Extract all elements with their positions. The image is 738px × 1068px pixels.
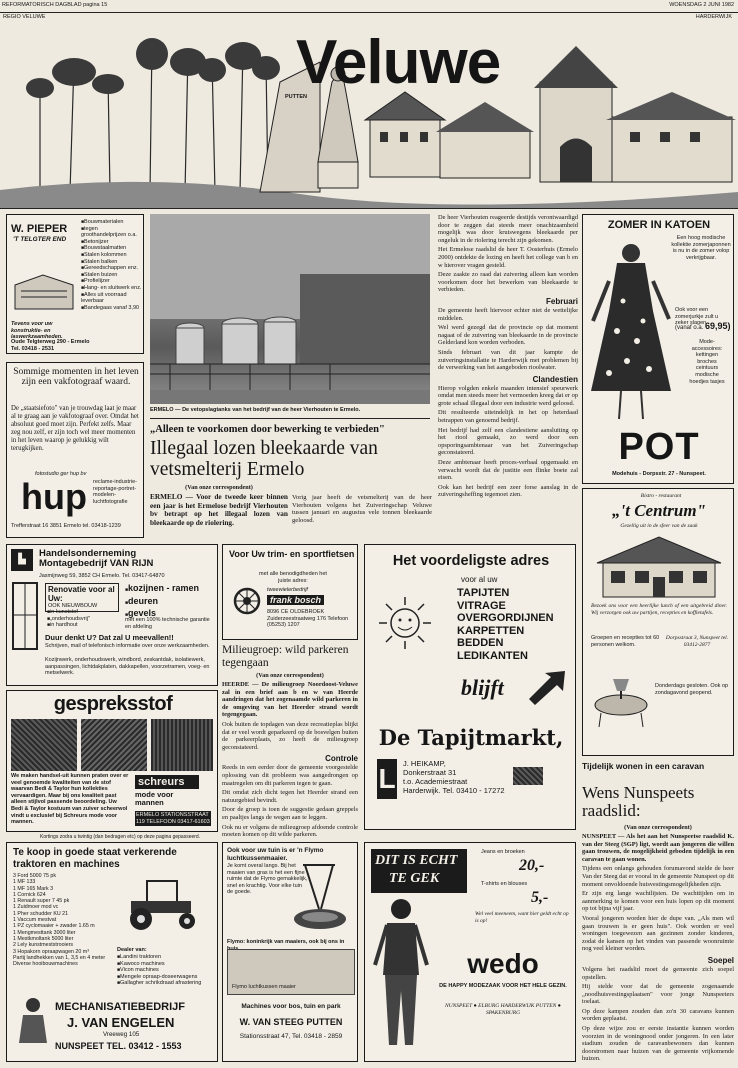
pieper-tagline: Tevens voor uw konstruktie- en laswerkzaamheden.: [11, 321, 63, 341]
hup-studio: fotostudio ger hup bv: [35, 471, 87, 477]
vanengelen-dealers: [117, 954, 217, 987]
pot-brand: POT: [618, 426, 700, 468]
frankbosch-address: 8096 CE OLDEBROEK Zuiderzeestraatweg 176 Telefoon (05253) 1207: [267, 609, 349, 629]
schreurs-title: gespreksstof: [53, 693, 173, 715]
tijdelijk-p7: Op deze kampen zouden dan zo'n 30 caravans kunnen worden geplaatst.: [582, 1007, 734, 1023]
pieper-item: ■ tegen groothandelprijzen o.a.: [81, 226, 143, 239]
centrum-name: „'t Centrum": [612, 501, 706, 520]
pieper-item: ■ Stalen buizen: [81, 272, 143, 279]
issue-date: WOENSDAG 2 JUNI 1982: [669, 2, 734, 8]
milieu-title: Milieugroep: wild parkeren tegengaan: [222, 644, 349, 669]
vanengelen-list-item: Partij landhekken van 1, 3,5 en 4 meter: [13, 954, 106, 961]
vanengelen-list-item: 1 MF 133: [13, 879, 36, 886]
tapijt-item: BEDDEN: [457, 637, 504, 649]
tapijt-title: Het voordeligste adres: [392, 553, 550, 569]
schreurs-brand: schreurs: [135, 775, 199, 789]
schreurs-address: ERMELO STATIONSSTRAAT 119 TELEFOON 03417-61603: [136, 812, 210, 825]
tapijt-item: OVERGORDIJNEN: [457, 612, 554, 624]
wedo-note: Wel veel meeneem, want hier geldt echt op is op!: [475, 911, 569, 924]
vanengelen-list-item: 1 Pher schudder KU 21: [13, 910, 69, 917]
pot-price-prefix: (vanaf o.a.: [675, 325, 704, 331]
pot-intro: Een hoog modische kollektie zomerjaponnen is nu in de zomer volop verkrijgbaar.: [671, 235, 731, 261]
vanengelen-dealer-item: ■ Gallagher schrikdraad afrastering: [117, 980, 217, 987]
wedo-cities: NUNSPEET ● ELBURG HARDERWIJK PUTTEN ● SPAKENBURG: [445, 1003, 561, 1016]
warehouse-drawing-icon: [13, 271, 75, 311]
vanrijn-name: Handelsonderneming: [39, 548, 137, 559]
vanengelen-list-item: 1 Mestkmoltank 5000 liter: [13, 935, 74, 942]
flymo-headline: Ook voor uw tuin is er 'n Flymo luchtkussenmaaier.: [227, 847, 324, 862]
restaurant-drawing-icon: [591, 533, 727, 599]
vanrijn-name2: Montagebedrijf VAN RIJN: [39, 558, 154, 569]
pot-extra: Mode-accessoires: kettingen broches ceintuurs modische hoedjes tasjes: [689, 339, 725, 385]
article-paragraph: De heer Vierhouten reageerde destijds verontwaardigd door te zeggen dat steeds meer onachtzaamheid mogelijk was door kruiswegens bleekaarde per ongeluk in de riolering terecht zijn gekomen.: [438, 214, 578, 244]
paper-name: REFORMATORISCH DAGBLAD pagina 15: [2, 2, 108, 8]
vanengelen-list-item: 3 Ford 5000 75 pk: [13, 873, 56, 879]
vanrijn-ad: [6, 544, 218, 686]
tapijt-city: Harderwijk. Tel. 03410 - 17272: [403, 786, 505, 795]
pot-ad: [582, 214, 734, 484]
wedo-brand: wedo: [467, 948, 539, 979]
tijdelijk-body: [582, 833, 734, 1065]
flymo-photo-label: Flymo luchtkussen maaier: [232, 984, 296, 990]
tapijt-sub: voor al uw: [461, 575, 498, 584]
article-paragraph: Het bedrijf had zelf een clandestiene aansluiting op het riool gemaakt, zo werd door een opsporingsambtenaar van het Zuiveringschap geconstateerd.: [438, 426, 578, 457]
pieper-item: ■ Stalen balken: [81, 259, 143, 266]
pieper-ad: [6, 214, 144, 354]
tijdelijk-p1: NUNSPEET — Als het aan het Nunspeetse raadslid K. van der Steeg (SGP) ligt, wordt aan jongeren die willen gaan trouwen, de mogelijkheid geboden tijdelijk in een caravan te gaan wonen.: [582, 833, 734, 863]
wedo-p2: 5,-: [531, 889, 549, 906]
pot-price-value: 69,95): [705, 321, 731, 331]
vanengelen-list-item: 1 Cornick 624: [13, 891, 46, 898]
tractor-drawing-icon: [117, 875, 207, 931]
vanrijn-bottom: Kozijnwerk, onderhoudswerk, windbord, zeskantdak, isolatiewerk, aanpassingen, lichtdakplaten, dakkapellen, voorzetramen, voeg- en metselwerk.: [45, 657, 210, 677]
milieu-p5: Door de groep is toen de suggestie gedaan greppels en paaltjes langs de wegen aan te leggen.: [222, 806, 358, 821]
vanrijn-duur: Duur denkt U? Dat zal U meevallen!!: [45, 633, 174, 642]
vanengelen-street: Vreeweg 105: [103, 1031, 140, 1038]
vanrijn-point: ■ in hardhout: [47, 622, 117, 629]
masthead-illustration: [0, 22, 738, 208]
vansteeg-ad: [222, 842, 358, 1062]
centrum-info3: Donderdags gesloten. Ook op zondagavond geopend.: [655, 683, 729, 696]
masthead-sign: PUTTEN: [285, 94, 307, 100]
article-paragraph: Hierop volgden enkele maanden intensief speurwerk omdat men steeds meer het vermoeden kreeg dat er op grote schaal illegaal door een industrie werd geloosd.: [438, 384, 578, 407]
vanengelen-title: Te koop in goede staat verkerende traktoren en machines: [13, 847, 177, 870]
pieper-item: ■ Gereedschappen enz.: [81, 265, 143, 272]
hup-headline-1: Sommige momenten in het leven: [13, 367, 139, 377]
milieu-p2: Ook buiten de topdagen van deze recreatieplas blijkt dat er veel wordt geparkeerd op de bosvelgen buiten de parkeerplaats, zo heeft de milieugroep geconstateerd.: [222, 720, 358, 751]
tapijt-ad: [364, 544, 576, 830]
milieu-p6: Ook nu er volgens de milieugroep afdoende controle moeten komen op dit wilde parkeren.: [222, 823, 358, 839]
vanrijn-item-list: [125, 583, 215, 621]
hup-services: reclame-industrie-reportage-portret-modelen-luchtfotografie: [93, 479, 138, 505]
pieper-item: ■ Stalen kolommen: [81, 252, 143, 259]
hup-address: Trefferstraat 16 3851 Ermelo tel. 03418-1239: [11, 523, 121, 529]
centrum-ad: [582, 488, 734, 756]
article-title: Illegaal lozen bleekaarde van vetsmelterij Ermelo: [150, 438, 378, 480]
article-paragraph: Ook kan het bedrijf een zeer forse aanslag in de zuiveringsheffing tegemoet zien.: [438, 483, 578, 499]
vanengelen-list: [13, 873, 113, 967]
wedo-p2-label: T-shirts en blouses: [481, 881, 528, 887]
vanengelen-dealer-item: ■ Mengele opraap-doseerwagens: [117, 974, 217, 981]
tijdelijk-subhead: Soepel: [707, 955, 734, 965]
vanengelen-list-item: 1 Mengmesttank 3000 liter: [13, 929, 76, 936]
vanengelen-list-item: 1 Renault super 7 45 pk: [13, 898, 70, 905]
tijdelijk-byline: (Van onze correspondent): [624, 824, 692, 831]
vanengelen-dealer-item: ■ Vicon machines: [117, 967, 217, 974]
region-left: REGIO VELUWE: [3, 14, 46, 20]
vansteeg-tag: Machines voor bos, tuin en park: [241, 1003, 341, 1010]
tijdelijk-title: Wens Nunspeets raadslid:: [582, 783, 695, 820]
schreurs-brand2: mode voor mannen: [135, 790, 174, 807]
tapijt-owner: J. HEIKAMP,: [403, 759, 446, 768]
wedo-line2: TE GEK: [389, 871, 440, 886]
tijdelijk-p3: Er zijn erg lange wachtlijsten. De wachttijden om in aanmerking te komen voor een huis lopen op dit moment op tot bijna vijf jaar.: [582, 890, 734, 913]
vanrijn-renovatie-box: [45, 583, 119, 612]
article-lead: ERMELO — Voor de tweede keer binnen een jaar is het Ermelose bedrijf Vierhouten bv betrapt op het illegaal lozen van bleekaarde op de riolering.: [150, 492, 288, 527]
vanrijn-point: ■ in kunststof: [47, 609, 117, 616]
milieu-byline: (Van onze correspondent): [256, 672, 324, 679]
masthead-title: Veluwe: [296, 28, 501, 97]
wedo-slogan: DE HAPPY MODEZAAK VOOR HET HELE GEZIN.: [439, 983, 567, 989]
pieper-item: ■ Hang- en sluitwerk enz.: [81, 285, 143, 292]
vanrijn-points: [47, 609, 117, 629]
hup-text: De „staatsiefoto" van je trouwdag laat je maar al te graag aan je vakfotograaf over. Omdat het absoluut goed moet zijn. Perfekt zelfs. Maar zeg nou zelf, er zijn toch wel meer momenten in het leven waarop je gelukkig wilt terugkijken.: [11, 405, 139, 452]
vanengelen-list-item: 1 MF 165 Mark 3: [13, 885, 54, 892]
article-paragraph: Dit resulteerde uiteindelijk in het op heterdaad betrappen van genoemd bedrijf.: [438, 409, 578, 425]
fashion-figure-icon: [371, 895, 431, 1055]
vanengelen-dealer-item: ■ Kawoco machines: [117, 961, 217, 968]
schreurs-text: We maken handsel-uit kunnen praten over er veel genoemde kwaliteiten van de stof waarvan Bedi & Taylor hun kollekties vervaardigen. Maar bij ons kwaliteit past alleen stijlvol passende beoordeling. Uw Bedi & Taylor kostuum van zuiver scheerwol vindt u exclusief bij Schreurs mode voor mannen.: [11, 773, 129, 826]
vanrijn-item: ■ gevels: [125, 608, 215, 621]
centrum-kicker: Bistro - restaurant: [640, 493, 682, 499]
vanrijn-duur2: Schrijven, mail of telefonisch informatie over onze werkzaamheden.: [45, 643, 210, 649]
pieper-item: ■ Bouwmaterialen: [81, 219, 143, 226]
sun-face-icon: [375, 593, 435, 653]
tapijt-address: [403, 759, 573, 795]
bicycle-wheel-icon: [233, 587, 261, 615]
article-paragraph: De gemeente heeft hiervoor echter niet de wettelijke middelen.: [438, 306, 578, 322]
article-column-2: [438, 214, 578, 540]
pot-price-text: Ook voor een zomerjurkje zult u zeker slagen: [675, 307, 719, 327]
vanrijn-ook: OOK NIEUWBOUW: [48, 603, 98, 609]
article-paragraph: Deze zaakte zo raad dat zuivering alleen kan worden voorkomen door het bewerken van bleekaarde te verbieden.: [438, 271, 578, 294]
fabric-swatch-3-icon: [151, 719, 213, 771]
farmer-drawing-icon: [15, 995, 51, 1045]
tijdelijk-p8: Op deze wijze zou er eerste instantie kunnen worden voorzien in de woningnood onder jongeren. In een later stadium zouden de caravanbewoners dan kunnen doorstromen naar huizen van de gemeente vrijkomende huizen.: [582, 1025, 734, 1063]
tapijt-brand: De Tapijtmarkt,: [378, 725, 564, 750]
centrum-slogan: Gezellig uit in de sfeer van de zaak: [620, 523, 698, 529]
vanrijn-logo-icon: ▙: [11, 549, 33, 571]
article-kicker: „Alleen te voorkomen door bewerking te verbieden": [150, 424, 385, 435]
article-paragraph: Wel werd gezegd dat de provincie op dat moment nagaat of de zuivering van bleekaarde in de provincie Gelderland kon worden verboden.: [438, 324, 578, 347]
tapijt-script: blijft: [461, 675, 504, 700]
pot-address: Modehuis - Dorpsstr. 27 - Nunspeet.: [612, 471, 706, 477]
flymo-foot: Flymo: koninkrijk van maaiers, ook bij ons in: [227, 939, 345, 945]
tapijt-item: VITRAGE: [457, 599, 506, 612]
page-header: [0, 2, 738, 12]
milieu-p3: Reeds in een eerder door de gemeente voorgestelde oplossing van dit probleem was aangedrongen op maatregelen om dit parkeren tegen te gaan.: [222, 764, 358, 787]
pot-headline: ZOMER IN KATOEN: [607, 219, 711, 231]
tapijt-item: KARPETTEN: [457, 624, 525, 637]
vanrijn-extra: met een 100% technische garantie en afdeling: [125, 617, 210, 630]
window-frame-icon: [11, 581, 39, 651]
vanengelen-dealer: Dealer van:: [117, 947, 147, 953]
article-col1b: Vorig jaar heeft de vetsmelterij van de heer Vierhouten volgens het Zuiveringschap Veluwe tussen januari en augustus vele tonnen bleekaarde geloosd.: [292, 494, 432, 524]
article-byline: (Van onze correspondent): [185, 484, 253, 491]
milieu-subhead: Controle: [325, 754, 358, 764]
tijdelijk-p2: Tijdens een onlangs gehouden forumavond stelde de heer Van der Steeg dat er vooral in de gemeente Nunspeet op dit moment onvoldoende huisvestingsmogelijkheden zijn.: [582, 865, 734, 888]
centrum-info1: Groepen en recepties tot 60 personen welkom.: [591, 635, 660, 648]
vanrijn-renovatie: Renovatie voor al Uw:: [48, 585, 115, 603]
carpet-pattern-icon: [513, 767, 543, 785]
pieper-item-list: [81, 219, 143, 311]
vanengelen-name2: J. VAN ENGELEN: [67, 1015, 175, 1030]
article-photo-caption: ERMELO — De vetopslagtanks van het bedrijf van de heer Vierhouten te Ermelo.: [150, 407, 361, 413]
vanrijn-address: Jasmijnweg 59, 3852 CH Ermelo. Tel. 03417-64870: [39, 573, 165, 579]
vanengelen-list-item: 1 PZ cyclomaaier + zwader 1.65 m: [13, 923, 95, 930]
article-paragraph: Het Ermelose raadslid de heer T. Oosterhuis (Ermelo 2000) ontdekte de lozing en heeft het college van b en w hierover vragen gesteld.: [438, 246, 578, 269]
article-subhead: Februari: [545, 296, 578, 306]
dress-drawing-icon: [587, 241, 673, 421]
tijdelijk-p6: Hij stelde voor dat de gemeente zogenaamde „noodhuisvestingsplaatsen" voor jonge Nunspeeters toelaat.: [582, 983, 734, 1006]
tijdelijk-p5: Volgens het raadslid moet de gemeente zich soepel opstellen.: [582, 965, 734, 981]
frankbosch-ad: [222, 544, 358, 640]
vanrijn-point: ■ „onderhoudsvrij": [47, 616, 117, 623]
pieper-brand: W. PIEPER: [11, 223, 68, 235]
wedo-p1: 20,-: [519, 857, 545, 874]
schreurs-foot: Kortings zodra u twintig (dan bedragen etc) op deze pagina gepasseerd.: [40, 834, 201, 840]
tapijt-street2: t.o. Academiestraat: [403, 777, 468, 786]
article-paragraph: Sinds februari van dit jaar kampte de zuiveringsinstallatie te Harderwijk met problemen bij de verwerking van het aangeboden rioolwater.: [438, 348, 578, 372]
pieper-item: ■ Betonijzer: [81, 239, 143, 246]
tapijt-item: LEDIKANTEN: [457, 649, 528, 662]
pieper-address: Oude Telgterweg 290 - Ermelo: [11, 339, 90, 345]
tapijt-item-list: [457, 587, 573, 662]
centrum-info2: Dorpsstraat 3, Nunspeet tel. 03412-2877: [665, 635, 729, 648]
vanrijn-item: ■ deuren: [125, 596, 215, 609]
vanengelen-list-item: 2 Lely kunstmeststrooiers: [13, 942, 74, 949]
pieper-item: ■ Alles uit voorraad leverbaar: [81, 292, 143, 305]
flymo-photo: [227, 949, 355, 995]
hup-ad: [6, 362, 144, 538]
article-subhead: Clandestien: [532, 374, 578, 384]
schreurs-ad: [6, 690, 218, 832]
hup-headline-2: zijn een vakfotograaf waard.: [21, 377, 131, 387]
vanengelen-list-item: 3 Hopakorn opraapwagen 20 m³: [13, 948, 89, 955]
vanengelen-list-item: 1 Zuidmoer mod vc: [13, 904, 59, 911]
frankbosch-sub: met alle benodigdheden het juiste adres:: [259, 571, 327, 584]
pieper-sub: 'T TELGTER END: [13, 236, 67, 243]
vanengelen-list-item: 1 Vaccum mestvat: [13, 917, 57, 924]
vanrijn-item: ■ kozijnen - ramen: [125, 583, 215, 596]
vanengelen-city: NUNSPEET TEL. 03412 - 1553: [55, 1041, 182, 1051]
region-right: HARDERWIJK: [695, 14, 732, 20]
pieper-item: ■ Bandegaas vanaf 3,90: [81, 305, 143, 312]
frankbosch-name: frank bosch: [267, 595, 324, 605]
milieu-p1: HEERDE — De milieugroep Noordoost-Veluwe zal in een brief aan b en w van Heerde aandringen dat het zogenaamde wild parkeren in de omgeving van het Heerder strand wordt tegengegaan.: [222, 681, 358, 719]
vansteeg-address: Stationsstraat 47, Tel. 03418 - 2859: [239, 1033, 343, 1040]
tapijt-logo-icon: L: [377, 759, 397, 799]
fabric-swatch-1-icon: [11, 719, 77, 771]
pieper-item: ■ Profielijzer: [81, 278, 143, 285]
tijdelijk-kicker: Tijdelijk wonen in een caravan: [582, 761, 705, 771]
frankbosch-pre: tweewielerbedrijf: [267, 587, 308, 593]
pieper-item: ■ Bouwstaalmatten: [81, 245, 143, 252]
wedo-line1: DIT IS ECHT: [375, 853, 458, 868]
tapijt-item: TAPIJTEN: [457, 587, 510, 599]
centrum-text: Bezoek ons voor een heerlijke lunch of een uitgebreid diner. Wij verzorgen ook uw partijen, recepties en koffietafels.: [591, 603, 727, 616]
wedo-ad: [364, 842, 576, 1062]
wedo-p1-label: Jeans en broeken: [481, 849, 525, 855]
hup-logo: hup: [21, 476, 87, 517]
fabric-swatch-2-icon: [81, 719, 147, 771]
pieper-tel: Tel. 03418 - 2531: [11, 346, 55, 352]
article-photo: [150, 214, 430, 404]
vanengelen-list-item: Diverse hooibouwmachines: [13, 961, 78, 968]
vansteeg-name: W. VAN STEEG PUTTEN: [239, 1017, 343, 1027]
dining-table-icon: [591, 669, 651, 729]
milieu-p4: Dit omdat zich dicht tegen het Heerder strand een natuurgebied bevindt.: [222, 789, 358, 804]
flymo-text: Je komt overal langs. Bij het maaien van gras is het een fijne ruimte dat de Flymo gemakkelijk, snel en krachtig. Voor elke tuin de goede.: [227, 863, 308, 896]
article-paragraph: Deze ambtenaar heeft proces-verbaal opgemaakt en verwacht wordt dat de justitie een flinke boete zal eisen.: [438, 459, 578, 482]
arrow-icon: [527, 669, 567, 705]
vanengelen-dealer-item: ■ Landini traktoren: [117, 954, 217, 961]
milieu-body: [222, 681, 358, 839]
frankbosch-title: Voor Uw trim- en sportfietsen: [229, 549, 355, 559]
vanengelen-ad: [6, 842, 218, 1062]
lawnmower-drawing-icon: [285, 861, 355, 937]
tijdelijk-p4: Vooral jongeren worden hier de dupe van. „Als men wil gaan trouwen is er geen huis". Ook worden er veel woningen toegewezen aan gezinnen zonder kinderen, zodat de kansen op het vinden van passende woonruimte nog veel kleiner worden.: [582, 914, 734, 953]
wedo-headline-box: [371, 849, 467, 893]
tapijt-street: Donkerstraat 31: [403, 768, 457, 777]
vanengelen-name: MECHANISATIEBEDRIJF: [55, 1001, 185, 1013]
hup-headline: [11, 367, 141, 387]
pot-price: [675, 321, 735, 331]
